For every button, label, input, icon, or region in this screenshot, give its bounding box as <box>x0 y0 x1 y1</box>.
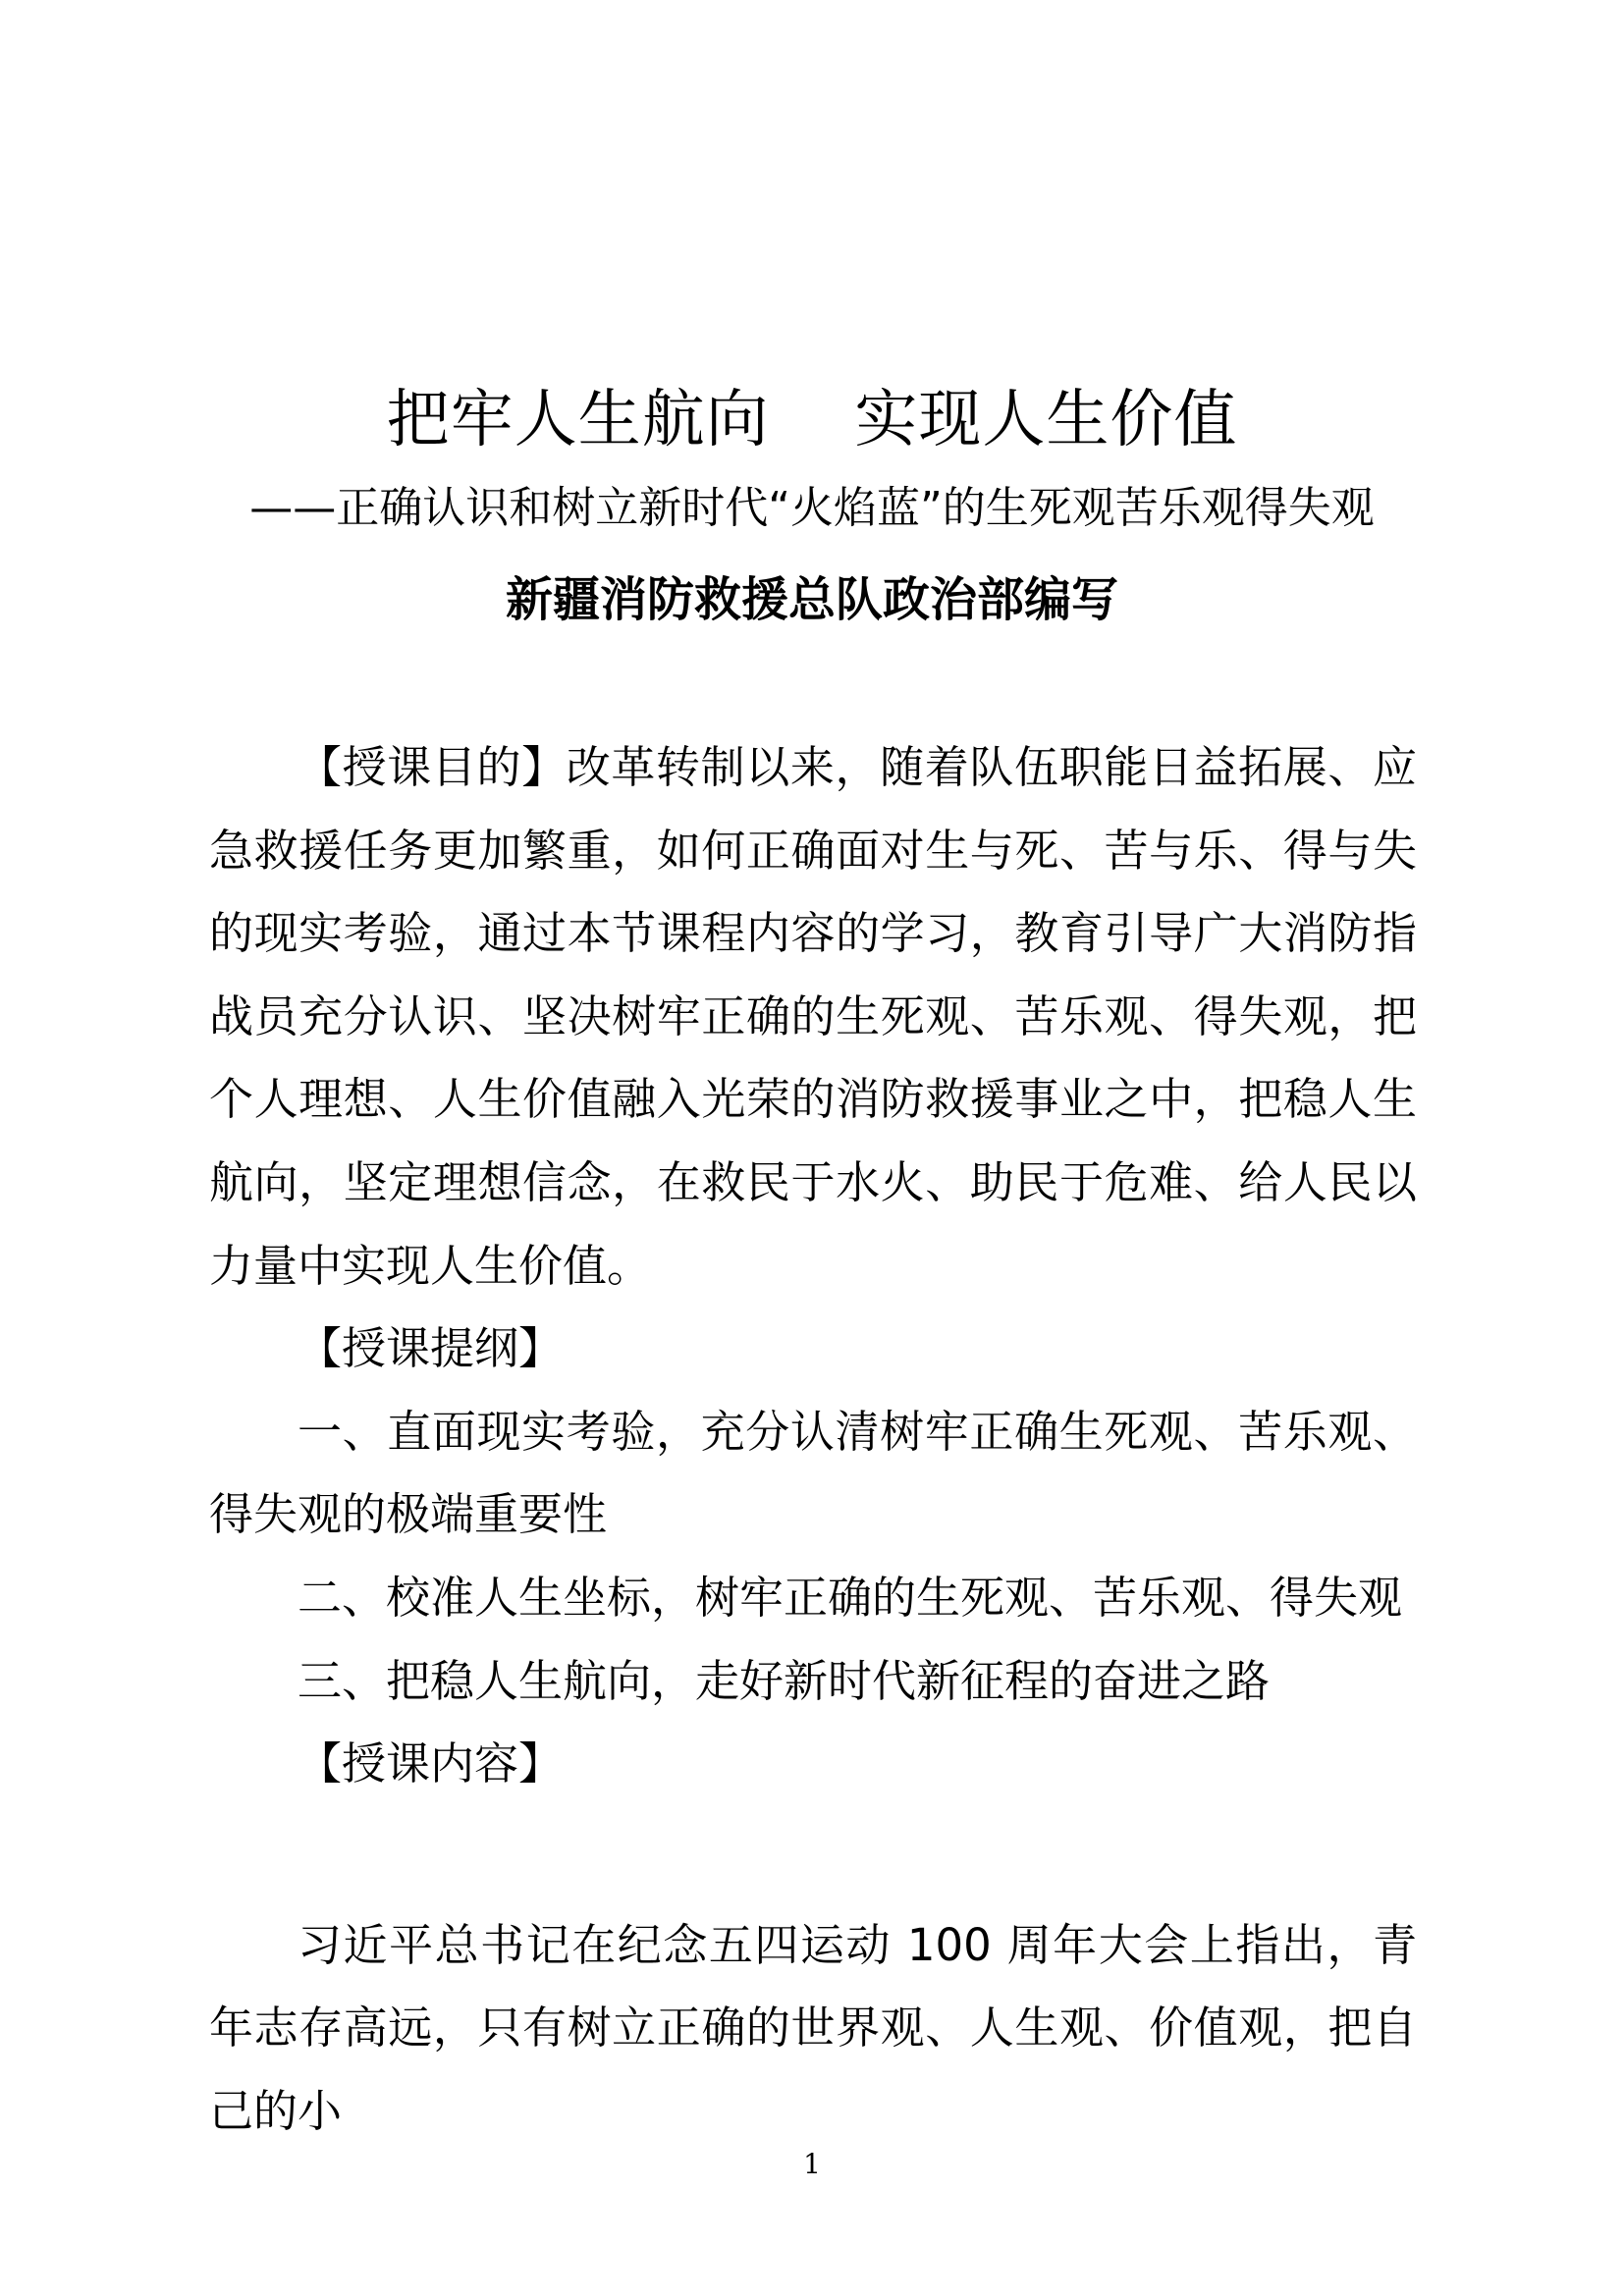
content-paragraph: 习近平总书记在纪念五四运动 100 周年大会上指出，青年志存高远，只有树立正确的世界观、人生观、价值观，把自己的小 <box>209 1918 1417 2137</box>
document-subtitle: ——正确认识和树立新时代“火焰蓝”的生死观苦乐观得失观 <box>249 483 1375 533</box>
section-gap <box>209 1806 1417 1904</box>
document-author: 新疆消防救援总队政治部编写 <box>505 572 1118 627</box>
document-title: 把牢人生航向 实现人生价值 <box>386 384 1238 456</box>
outline-item-1: 一、直面现实考验，充分认清树牢正确生死观、苦乐观、得失观的极端重要性 <box>209 1405 1417 1541</box>
document-body <box>209 726 1417 2154</box>
content-heading: 【授课内容】 <box>298 1737 564 1790</box>
purpose-paragraph: 【授课目的】改革转制以来，随着队伍职能日益拓展、应急救援任务更加繁重，如何正确面对生与死、苦与乐、得与失的现实考验，通过本节课程内容的学习，教育引导广大消防指战员充分认识、坚决树牢正确的生死观、苦乐观、得失观，把个人理想、人生价值融入光荣的消防救援事业之中，把稳人生航向，坚定理想信念，在救民于水火、助民于危难、给人民以力量中实现人生价值。 <box>209 741 1417 1292</box>
outline-item-3: 三、把稳人生航向，走好新时代新征程的奋进之路 <box>298 1654 1271 1707</box>
outline-heading: 【授课提纲】 <box>298 1322 564 1375</box>
outline-item-2: 二、校准人生坐标，树牢正确的生死观、苦乐观、得失观 <box>298 1571 1403 1624</box>
page-number: 1 <box>803 2148 821 2180</box>
